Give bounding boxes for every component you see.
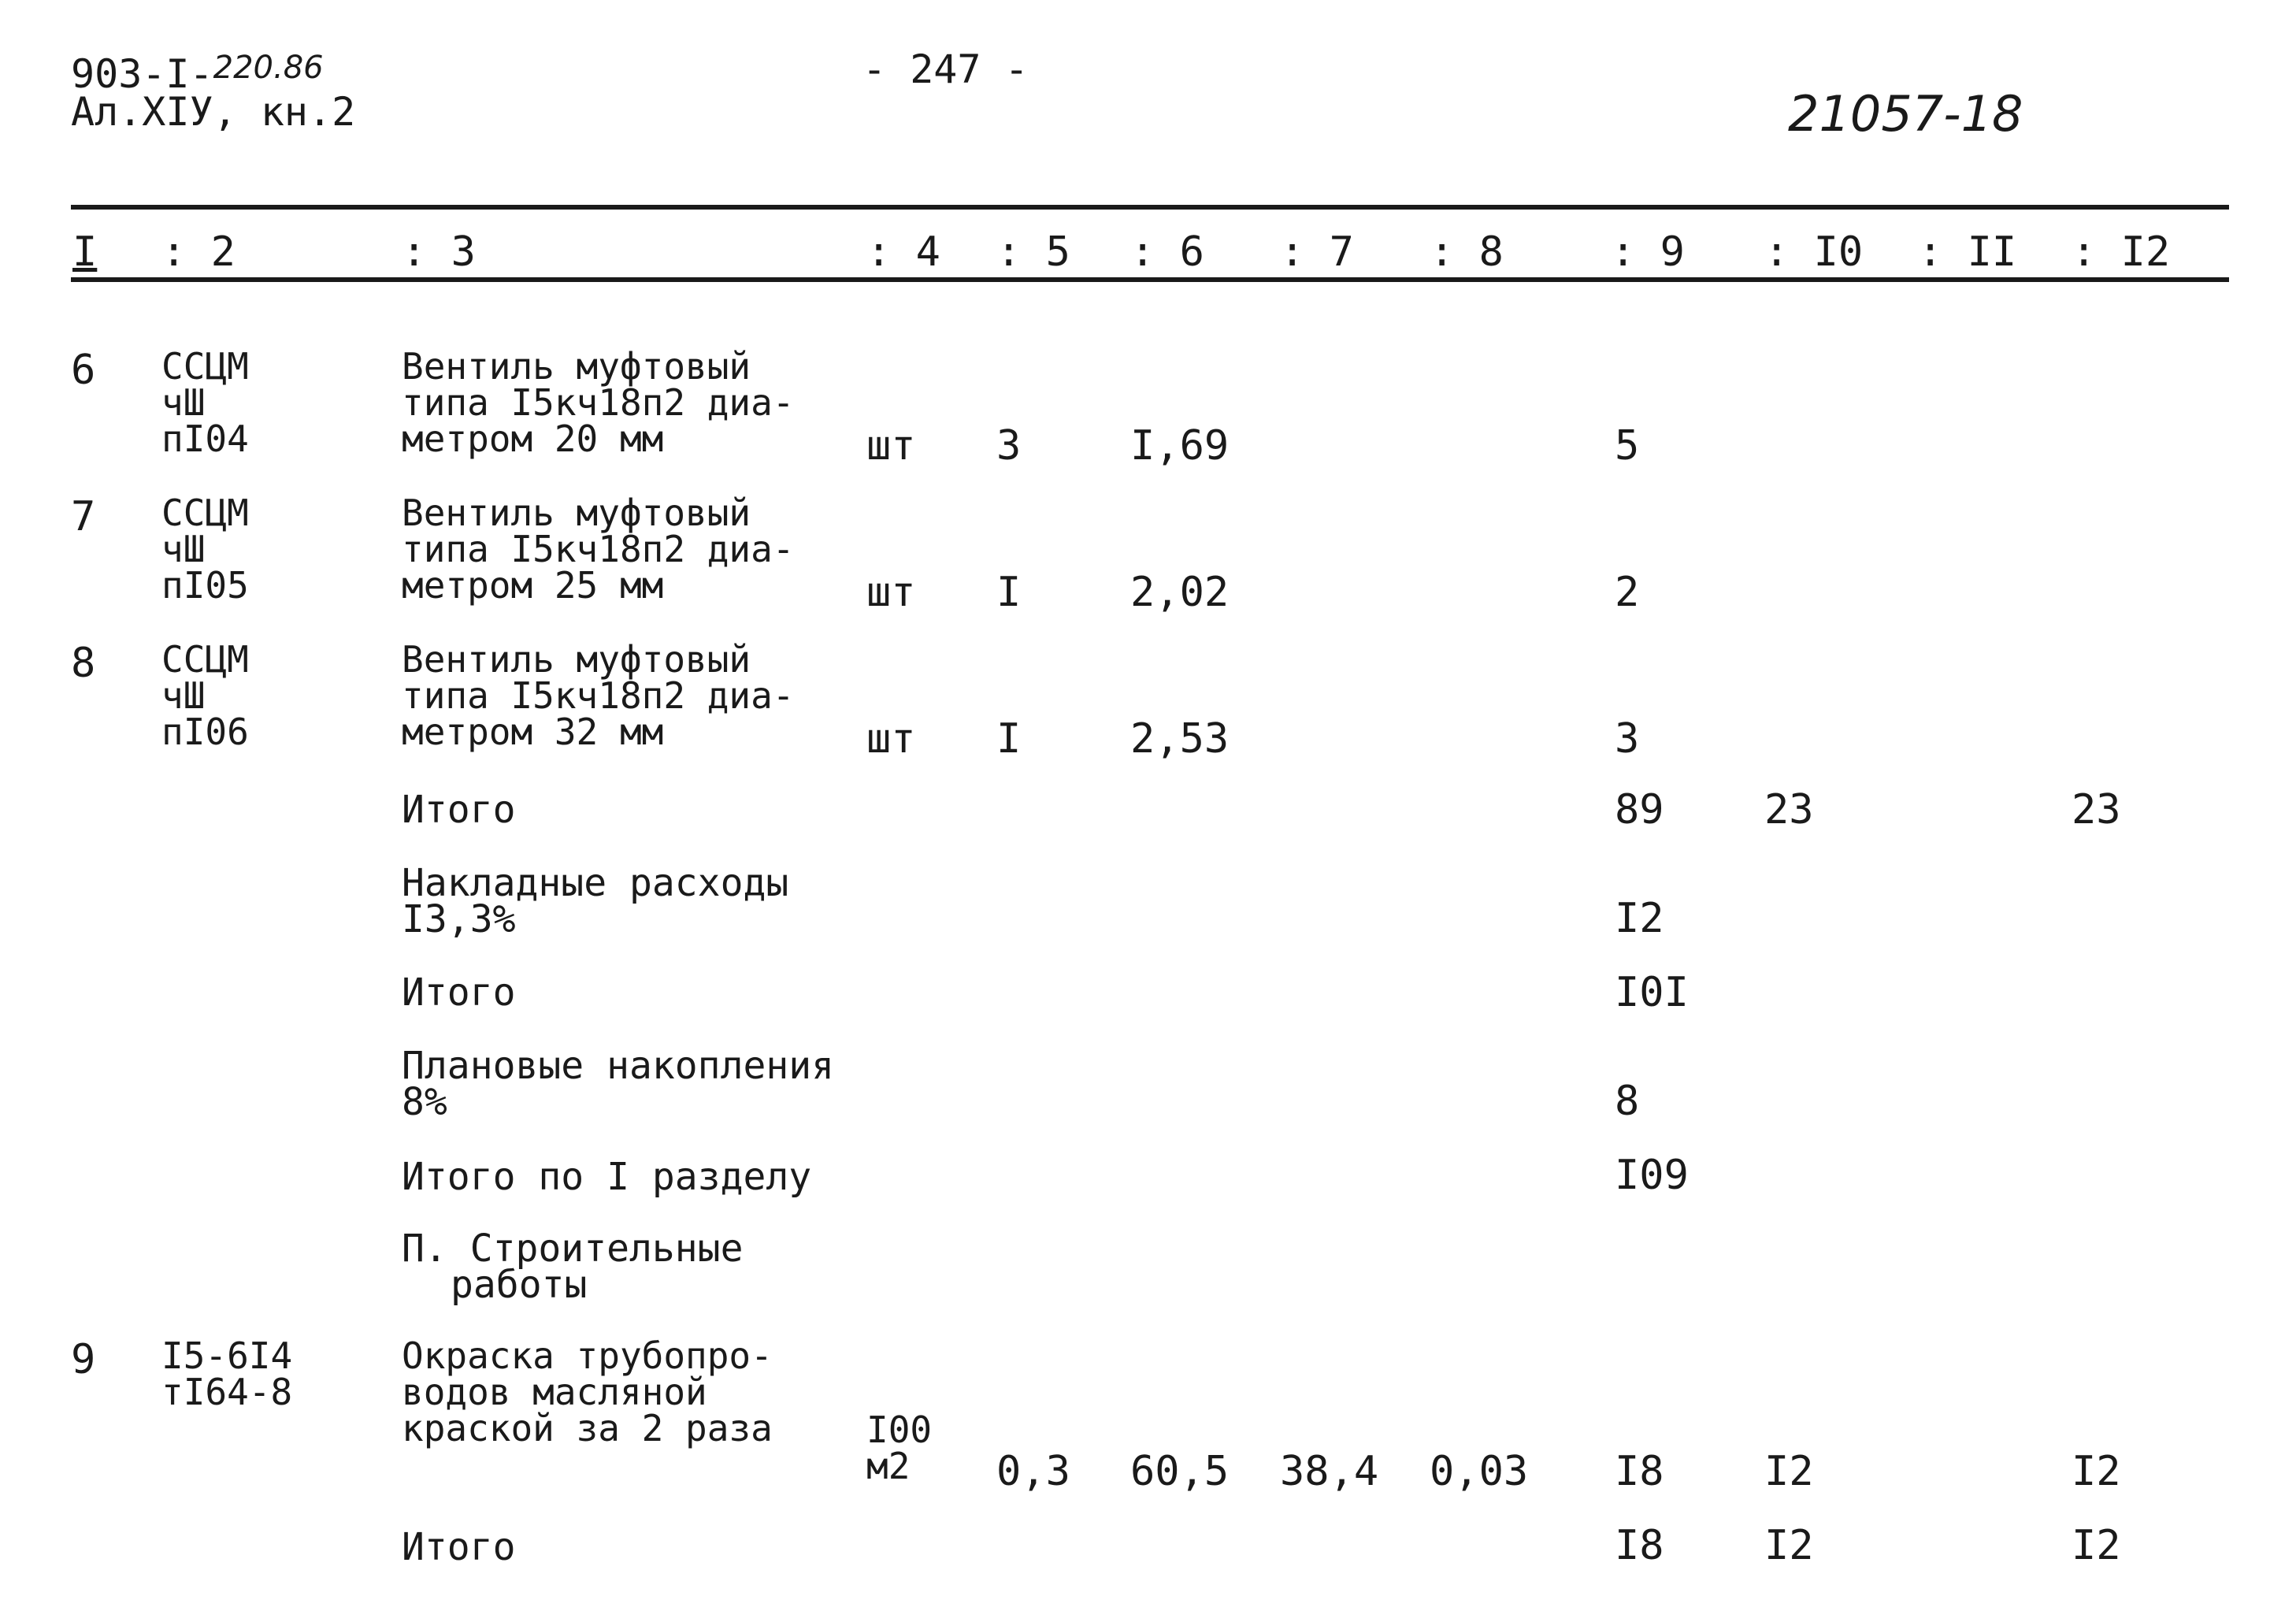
row-quantity: 3: [996, 422, 1022, 470]
header-rule-bottom: [71, 277, 2229, 282]
row-code: ССЦМ чШ пI05: [161, 492, 249, 607]
row-number: 6: [71, 347, 96, 394]
doc-code-prefix: 903-I-: [71, 51, 213, 97]
row-col7: 38,4: [1280, 1448, 1379, 1495]
row-total: I8: [1615, 1448, 1664, 1495]
column-header-1: I: [72, 228, 98, 276]
row-quantity: I: [996, 715, 1022, 763]
row-number: 9: [71, 1336, 96, 1383]
column-header-2: : 2: [161, 228, 236, 276]
page-number: - 247 -: [862, 46, 1029, 92]
row-price: 60,5: [1130, 1448, 1230, 1495]
subtotal-label: Итого: [402, 788, 516, 832]
subtotal-col9: 89: [1615, 786, 1664, 833]
header-rule-top: [71, 205, 2229, 210]
row-description: Вентиль муфтовый типа I5кч18п2 диа- метром 32 мм: [402, 638, 795, 753]
row-total: 2: [1615, 569, 1640, 616]
row-number: 8: [71, 640, 96, 687]
row-quantity: 0,3: [996, 1448, 1070, 1495]
section-heading: П. Строительные работы: [402, 1227, 744, 1307]
row-unit: шт: [866, 569, 916, 616]
row-code: ССЦМ чШ пI06: [161, 638, 249, 753]
column-header-4: : 4: [866, 228, 940, 276]
overhead-label: Накладные расходы I3,3%: [402, 861, 789, 941]
row-code: ССЦМ чШ пI04: [161, 345, 249, 460]
row-col10: I2: [1764, 1448, 1814, 1495]
subtotal-col9: I8: [1615, 1522, 1664, 1569]
subtotal-label: Итого: [402, 1525, 516, 1569]
column-header-9: : 9: [1611, 228, 1685, 276]
planned-savings-label: Плановые накопления 8%: [402, 1044, 835, 1124]
row-col12: I2: [2072, 1448, 2121, 1495]
column-header-12: : I2: [2072, 228, 2171, 276]
column-header-7: : 7: [1280, 228, 1354, 276]
column-header-11: : II: [1918, 228, 2017, 276]
planned-savings-col9: 8: [1615, 1078, 1640, 1125]
subtotal-col10: 23: [1764, 786, 1814, 833]
column-header-8: : 8: [1430, 228, 1504, 276]
row-total: 3: [1615, 715, 1640, 763]
album-label: Ал.XIУ, кн.2: [71, 89, 356, 135]
section-total-col9: I09: [1615, 1152, 1689, 1199]
row-price: 2,53: [1130, 715, 1230, 763]
subtotal-col12: 23: [2072, 786, 2121, 833]
row-price: I,69: [1130, 422, 1230, 470]
subtotal-label: Итого: [402, 971, 516, 1015]
row-unit: шт: [866, 422, 916, 470]
overhead-col9: I2: [1615, 895, 1664, 942]
row-unit: шт: [866, 715, 916, 763]
column-header-10: : I0: [1764, 228, 1864, 276]
row-price: 2,02: [1130, 569, 1230, 616]
subtotal-col12: I2: [2072, 1522, 2121, 1569]
subtotal-col9: I0I: [1615, 969, 1689, 1016]
doc-code-suffix: 220.86: [213, 50, 324, 86]
row-description: Окраска трубопро- водов масляной краской за 2 раза: [402, 1334, 773, 1449]
subtotal-col10: I2: [1764, 1522, 1814, 1569]
doc-code: [71, 49, 324, 97]
row-code: I5-6I4 тI64-8: [161, 1334, 293, 1413]
row-unit: I00 м2: [866, 1409, 933, 1487]
doc-number-handwritten: 21057-18: [1788, 85, 2023, 143]
row-total: 5: [1615, 422, 1640, 470]
row-number: 7: [71, 493, 96, 540]
section-total-label: Итого по I разделу: [402, 1155, 812, 1199]
row-col8: 0,03: [1430, 1448, 1529, 1495]
row-description: Вентиль муфтовый типа I5кч18п2 диа- метром 20 мм: [402, 345, 795, 460]
row-description: Вентиль муфтовый типа I5кч18п2 диа- метром 25 мм: [402, 492, 795, 607]
column-header-3: : 3: [402, 228, 476, 276]
column-header-5: : 5: [996, 228, 1070, 276]
column-header-6: : 6: [1130, 228, 1204, 276]
row-quantity: I: [996, 569, 1022, 616]
